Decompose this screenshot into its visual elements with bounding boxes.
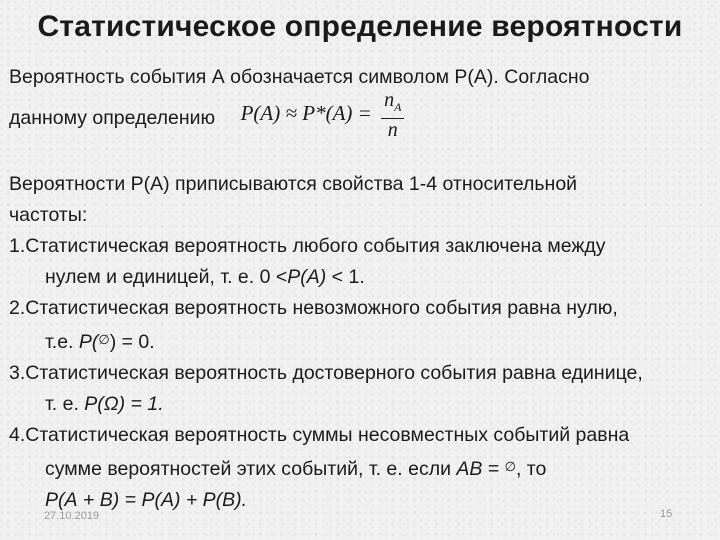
slide-title: Статистическое определение вероятности bbox=[37, 10, 683, 43]
property-2-line-2 bbox=[9, 324, 709, 358]
properties-intro-1: Вероятности Р(А) приписываются свойства 1-4 относительной bbox=[9, 173, 578, 195]
intro-line-1: Вероятность события А обозначается символом Р(А). Согласно bbox=[9, 66, 590, 88]
property-4-line-2 bbox=[9, 451, 709, 485]
property-3-line-1: 3.Статистическая вероятность достоверного события равна единице, bbox=[9, 362, 643, 384]
property-3-line-2 bbox=[9, 389, 709, 420]
formula-fraction bbox=[381, 89, 404, 141]
empty-set-symbol: ∅ bbox=[98, 332, 110, 347]
formula-numerator-n: n bbox=[384, 89, 395, 111]
property-1-text: нулем и единицей, т. е. 0 < bbox=[45, 266, 288, 288]
property-4-ab: АВ bbox=[456, 458, 483, 480]
property-3-text: т. е. bbox=[45, 393, 85, 415]
property-4-line-3: Р(А + В) = Р(А) + Р(В). bbox=[45, 489, 248, 511]
property-2-line-1: 2.Статистическая вероятность невозможного события равна нулю, bbox=[9, 297, 618, 319]
property-3-formula: Р(Ω) = 1. bbox=[84, 393, 164, 415]
property-1-pa: Р(А) bbox=[287, 266, 327, 288]
property-4-to: , то bbox=[515, 458, 547, 480]
probability-formula bbox=[241, 89, 405, 141]
spacer bbox=[9, 145, 709, 169]
slide-date: 27.10.2019 bbox=[44, 510, 100, 522]
property-2-p: Р( bbox=[78, 331, 99, 353]
slide-body bbox=[9, 62, 709, 516]
property-2-end: ) = 0. bbox=[109, 331, 155, 353]
property-4-text: сумме вероятностей этих событий, т. е. если bbox=[45, 458, 457, 480]
properties-intro-2: частоты: bbox=[9, 204, 88, 226]
formula-lhs: P(A) ≈ P*(A) = bbox=[240, 100, 372, 125]
intro-line-2-text: данному определению bbox=[9, 107, 216, 130]
property-4-line-1: 4.Статистическая вероятность суммы несовместных событий равна bbox=[9, 424, 630, 446]
property-1-end: < 1. bbox=[326, 266, 365, 288]
slide-number: 15 bbox=[660, 508, 673, 520]
formula-denominator: n bbox=[387, 119, 398, 141]
property-4-eq: = bbox=[482, 458, 505, 480]
formula-numerator-sub: A bbox=[394, 100, 402, 114]
intro-line-2 bbox=[9, 89, 709, 145]
property-1-line-2 bbox=[9, 262, 709, 293]
formula-numerator bbox=[381, 89, 404, 119]
property-2-text: т.е. bbox=[45, 331, 79, 353]
empty-set-symbol-2: ∅ bbox=[504, 459, 516, 474]
property-1-line-1: 1.Статистическая вероятность любого события заключена между bbox=[9, 235, 606, 257]
